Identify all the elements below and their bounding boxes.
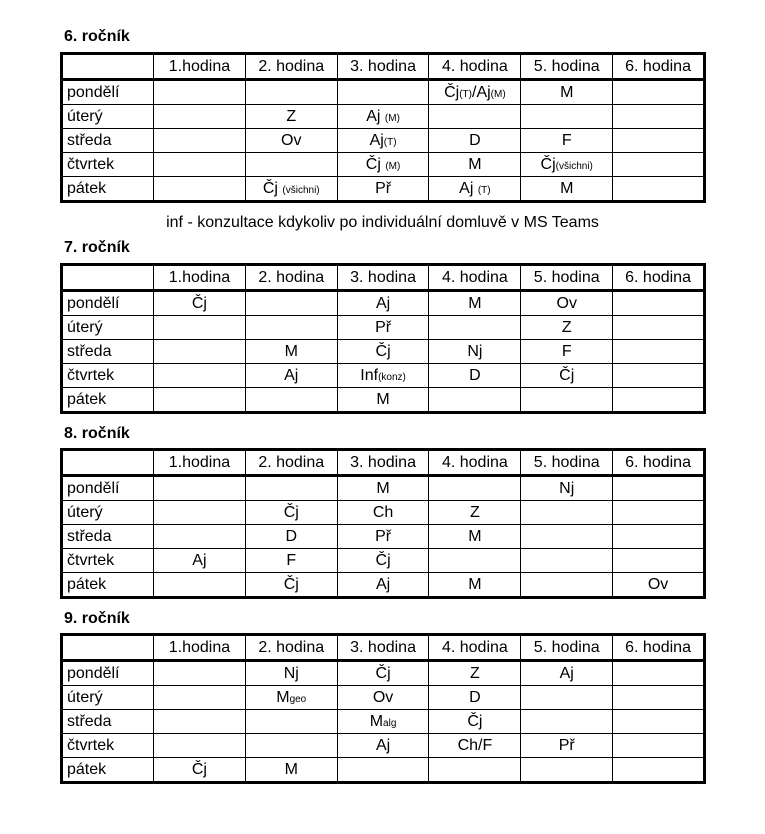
- lesson-cell: Př: [521, 734, 613, 758]
- lesson-cell: Př: [337, 525, 429, 549]
- lesson-cell: [429, 549, 521, 573]
- lesson-cell: [521, 525, 613, 549]
- table-row: [62, 573, 705, 598]
- table-row: [62, 153, 705, 177]
- lesson-cell: [245, 153, 337, 177]
- lesson-cell: Čj: [245, 573, 337, 598]
- lesson-cell: Př: [337, 177, 429, 202]
- lesson-cell: [521, 710, 613, 734]
- lesson-cell: [154, 476, 246, 501]
- lesson-cell: [154, 177, 246, 202]
- table-row: [62, 686, 705, 710]
- lesson-cell: [154, 501, 246, 525]
- lesson-cell: Nj: [245, 661, 337, 686]
- lesson-cell: [613, 734, 705, 758]
- table-row: [62, 80, 705, 105]
- header-cell: 2. hodina: [245, 635, 337, 661]
- lesson-cell: Čj(všichni): [521, 153, 613, 177]
- lesson-cell: [154, 364, 246, 388]
- lesson-cell: Čj: [154, 758, 246, 783]
- day-label: čtvrtek: [62, 549, 154, 573]
- lesson-cell: Nj: [521, 476, 613, 501]
- table-row: [62, 177, 705, 202]
- day-label: čtvrtek: [62, 734, 154, 758]
- lesson-cell: M: [521, 80, 613, 105]
- lesson-cell: [245, 316, 337, 340]
- lesson-cell: Malg: [337, 710, 429, 734]
- lesson-cell: [613, 388, 705, 413]
- lesson-cell: [613, 105, 705, 129]
- lesson-cell: Z: [245, 105, 337, 129]
- header-cell: 4. hodina: [429, 635, 521, 661]
- grade-title-8: 8. ročník: [64, 425, 130, 442]
- header-row: [62, 450, 705, 476]
- lesson-cell: [613, 80, 705, 105]
- day-label: pátek: [62, 573, 154, 598]
- header-cell: 4. hodina: [429, 54, 521, 80]
- lesson-cell: [154, 525, 246, 549]
- lesson-cell: [245, 291, 337, 316]
- lesson-cell: [613, 316, 705, 340]
- day-label: pátek: [62, 388, 154, 413]
- day-label: úterý: [62, 316, 154, 340]
- lesson-cell: Ov: [521, 291, 613, 316]
- lesson-cell: Ch/F: [429, 734, 521, 758]
- lesson-cell: Aj: [521, 661, 613, 686]
- header-cell: 3. hodina: [337, 54, 429, 80]
- lesson-cell: Aj: [245, 364, 337, 388]
- lesson-cell: [429, 105, 521, 129]
- lesson-cell: Čj: [429, 710, 521, 734]
- lesson-cell: D: [429, 686, 521, 710]
- day-label: pátek: [62, 758, 154, 783]
- header-cell: 4. hodina: [429, 450, 521, 476]
- day-label: pondělí: [62, 291, 154, 316]
- lesson-cell: M: [429, 153, 521, 177]
- lesson-cell: Čj(T)/Aj(M): [429, 80, 521, 105]
- table-row: [62, 105, 705, 129]
- corner-cell: [62, 635, 154, 661]
- day-label: středa: [62, 129, 154, 153]
- header-cell: 1.hodina: [154, 450, 246, 476]
- corner-cell: [62, 54, 154, 80]
- header-cell: 2. hodina: [245, 450, 337, 476]
- lesson-cell: Aj: [337, 291, 429, 316]
- lesson-cell: Aj: [337, 573, 429, 598]
- lesson-cell: [613, 291, 705, 316]
- lesson-cell: Inf(konz): [337, 364, 429, 388]
- lesson-cell: Aj (T): [429, 177, 521, 202]
- lesson-cell: [521, 501, 613, 525]
- header-row: [62, 54, 705, 80]
- table-row: [62, 525, 705, 549]
- schedule-table-6: [60, 52, 706, 203]
- day-label: středa: [62, 525, 154, 549]
- header-cell: 5. hodina: [521, 450, 613, 476]
- lesson-cell: [245, 734, 337, 758]
- schedule-table-7: [60, 263, 706, 414]
- lesson-cell: D: [429, 364, 521, 388]
- header-row: [62, 635, 705, 661]
- lesson-cell: [613, 340, 705, 364]
- table-row: [62, 501, 705, 525]
- table-row: [62, 364, 705, 388]
- header-row: [62, 265, 705, 291]
- header-cell: 5. hodina: [521, 635, 613, 661]
- lesson-cell: Z: [429, 661, 521, 686]
- table-row: [62, 129, 705, 153]
- table-row: [62, 661, 705, 686]
- lesson-cell: [613, 364, 705, 388]
- lesson-cell: Ov: [613, 573, 705, 598]
- day-label: úterý: [62, 105, 154, 129]
- lesson-cell: D: [245, 525, 337, 549]
- header-cell: 3. hodina: [337, 450, 429, 476]
- grade-title-9: 9. ročník: [64, 610, 130, 627]
- table-row: [62, 388, 705, 413]
- header-cell: 3. hodina: [337, 635, 429, 661]
- day-label: pátek: [62, 177, 154, 202]
- table-row: [62, 549, 705, 573]
- header-cell: 1.hodina: [154, 54, 246, 80]
- lesson-cell: [429, 476, 521, 501]
- table-row: [62, 291, 705, 316]
- lesson-cell: [245, 476, 337, 501]
- lesson-cell: [613, 710, 705, 734]
- lesson-cell: [521, 549, 613, 573]
- lesson-cell: [245, 388, 337, 413]
- lesson-cell: [613, 129, 705, 153]
- table-row: [62, 316, 705, 340]
- header-cell: 3. hodina: [337, 265, 429, 291]
- lesson-cell: [613, 476, 705, 501]
- lesson-cell: Aj(T): [337, 129, 429, 153]
- lesson-cell: [154, 316, 246, 340]
- lesson-cell: F: [521, 129, 613, 153]
- lesson-cell: F: [245, 549, 337, 573]
- lesson-cell: [429, 388, 521, 413]
- lesson-cell: Ov: [245, 129, 337, 153]
- lesson-cell: M: [337, 388, 429, 413]
- lesson-cell: [245, 80, 337, 105]
- lesson-cell: Nj: [429, 340, 521, 364]
- lesson-cell: [154, 686, 246, 710]
- lesson-cell: M: [337, 476, 429, 501]
- header-cell: 2. hodina: [245, 54, 337, 80]
- header-cell: 1.hodina: [154, 265, 246, 291]
- lesson-cell: [613, 549, 705, 573]
- lesson-cell: Aj (M): [337, 105, 429, 129]
- lesson-cell: [245, 710, 337, 734]
- day-label: úterý: [62, 501, 154, 525]
- lesson-cell: Čj: [337, 661, 429, 686]
- lesson-cell: Ov: [337, 686, 429, 710]
- lesson-cell: M: [429, 291, 521, 316]
- lesson-cell: [337, 80, 429, 105]
- lesson-cell: [613, 661, 705, 686]
- lesson-cell: M: [245, 340, 337, 364]
- table-row: [62, 476, 705, 501]
- lesson-cell: [154, 573, 246, 598]
- lesson-cell: [154, 710, 246, 734]
- lesson-cell: [521, 573, 613, 598]
- lesson-cell: [429, 316, 521, 340]
- lesson-cell: [154, 153, 246, 177]
- schedule-table-8: [60, 448, 706, 599]
- lesson-cell: [429, 758, 521, 783]
- day-label: pondělí: [62, 476, 154, 501]
- header-cell: 1.hodina: [154, 635, 246, 661]
- lesson-cell: F: [521, 340, 613, 364]
- lesson-cell: Čj: [245, 501, 337, 525]
- lesson-cell: Aj: [154, 549, 246, 573]
- consultation-note: inf - konzultace kdykoliv po individuální domluvě v MS Teams: [166, 214, 599, 231]
- corner-cell: [62, 450, 154, 476]
- lesson-cell: Čj: [154, 291, 246, 316]
- day-label: čtvrtek: [62, 153, 154, 177]
- lesson-cell: M: [429, 573, 521, 598]
- lesson-cell: M: [429, 525, 521, 549]
- lesson-cell: [613, 501, 705, 525]
- table-row: [62, 734, 705, 758]
- lesson-cell: [521, 388, 613, 413]
- lesson-cell: [521, 105, 613, 129]
- day-label: středa: [62, 710, 154, 734]
- lesson-cell: Čj: [521, 364, 613, 388]
- lesson-cell: Aj: [337, 734, 429, 758]
- header-cell: 6. hodina: [613, 54, 705, 80]
- lesson-cell: D: [429, 129, 521, 153]
- day-label: úterý: [62, 686, 154, 710]
- grade-title-7: 7. ročník: [64, 239, 130, 256]
- lesson-cell: Mgeo: [245, 686, 337, 710]
- lesson-cell: [613, 153, 705, 177]
- lesson-cell: Z: [521, 316, 613, 340]
- table-row: [62, 710, 705, 734]
- lesson-cell: [154, 129, 246, 153]
- lesson-cell: [521, 758, 613, 783]
- header-cell: 4. hodina: [429, 265, 521, 291]
- lesson-cell: [337, 758, 429, 783]
- lesson-cell: Čj (všichni): [245, 177, 337, 202]
- lesson-cell: Čj (M): [337, 153, 429, 177]
- lesson-cell: [521, 686, 613, 710]
- header-cell: 6. hodina: [613, 635, 705, 661]
- lesson-cell: M: [245, 758, 337, 783]
- day-label: pondělí: [62, 661, 154, 686]
- lesson-cell: [154, 80, 246, 105]
- lesson-cell: Ch: [337, 501, 429, 525]
- lesson-cell: [154, 105, 246, 129]
- lesson-cell: [613, 525, 705, 549]
- day-label: čtvrtek: [62, 364, 154, 388]
- lesson-cell: [154, 340, 246, 364]
- header-cell: 5. hodina: [521, 265, 613, 291]
- lesson-cell: Čj: [337, 549, 429, 573]
- day-label: pondělí: [62, 80, 154, 105]
- lesson-cell: Z: [429, 501, 521, 525]
- corner-cell: [62, 265, 154, 291]
- lesson-cell: [613, 177, 705, 202]
- day-label: středa: [62, 340, 154, 364]
- schedule-table-9: [60, 633, 706, 784]
- header-cell: 6. hodina: [613, 265, 705, 291]
- lesson-cell: [154, 388, 246, 413]
- grade-title-6: 6. ročník: [64, 28, 130, 45]
- lesson-cell: [154, 661, 246, 686]
- header-cell: 6. hodina: [613, 450, 705, 476]
- lesson-cell: Čj: [337, 340, 429, 364]
- header-cell: 2. hodina: [245, 265, 337, 291]
- lesson-cell: Př: [337, 316, 429, 340]
- lesson-cell: M: [521, 177, 613, 202]
- lesson-cell: [613, 686, 705, 710]
- lesson-cell: [613, 758, 705, 783]
- table-row: [62, 340, 705, 364]
- table-row: [62, 758, 705, 783]
- header-cell: 5. hodina: [521, 54, 613, 80]
- lesson-cell: [154, 734, 246, 758]
